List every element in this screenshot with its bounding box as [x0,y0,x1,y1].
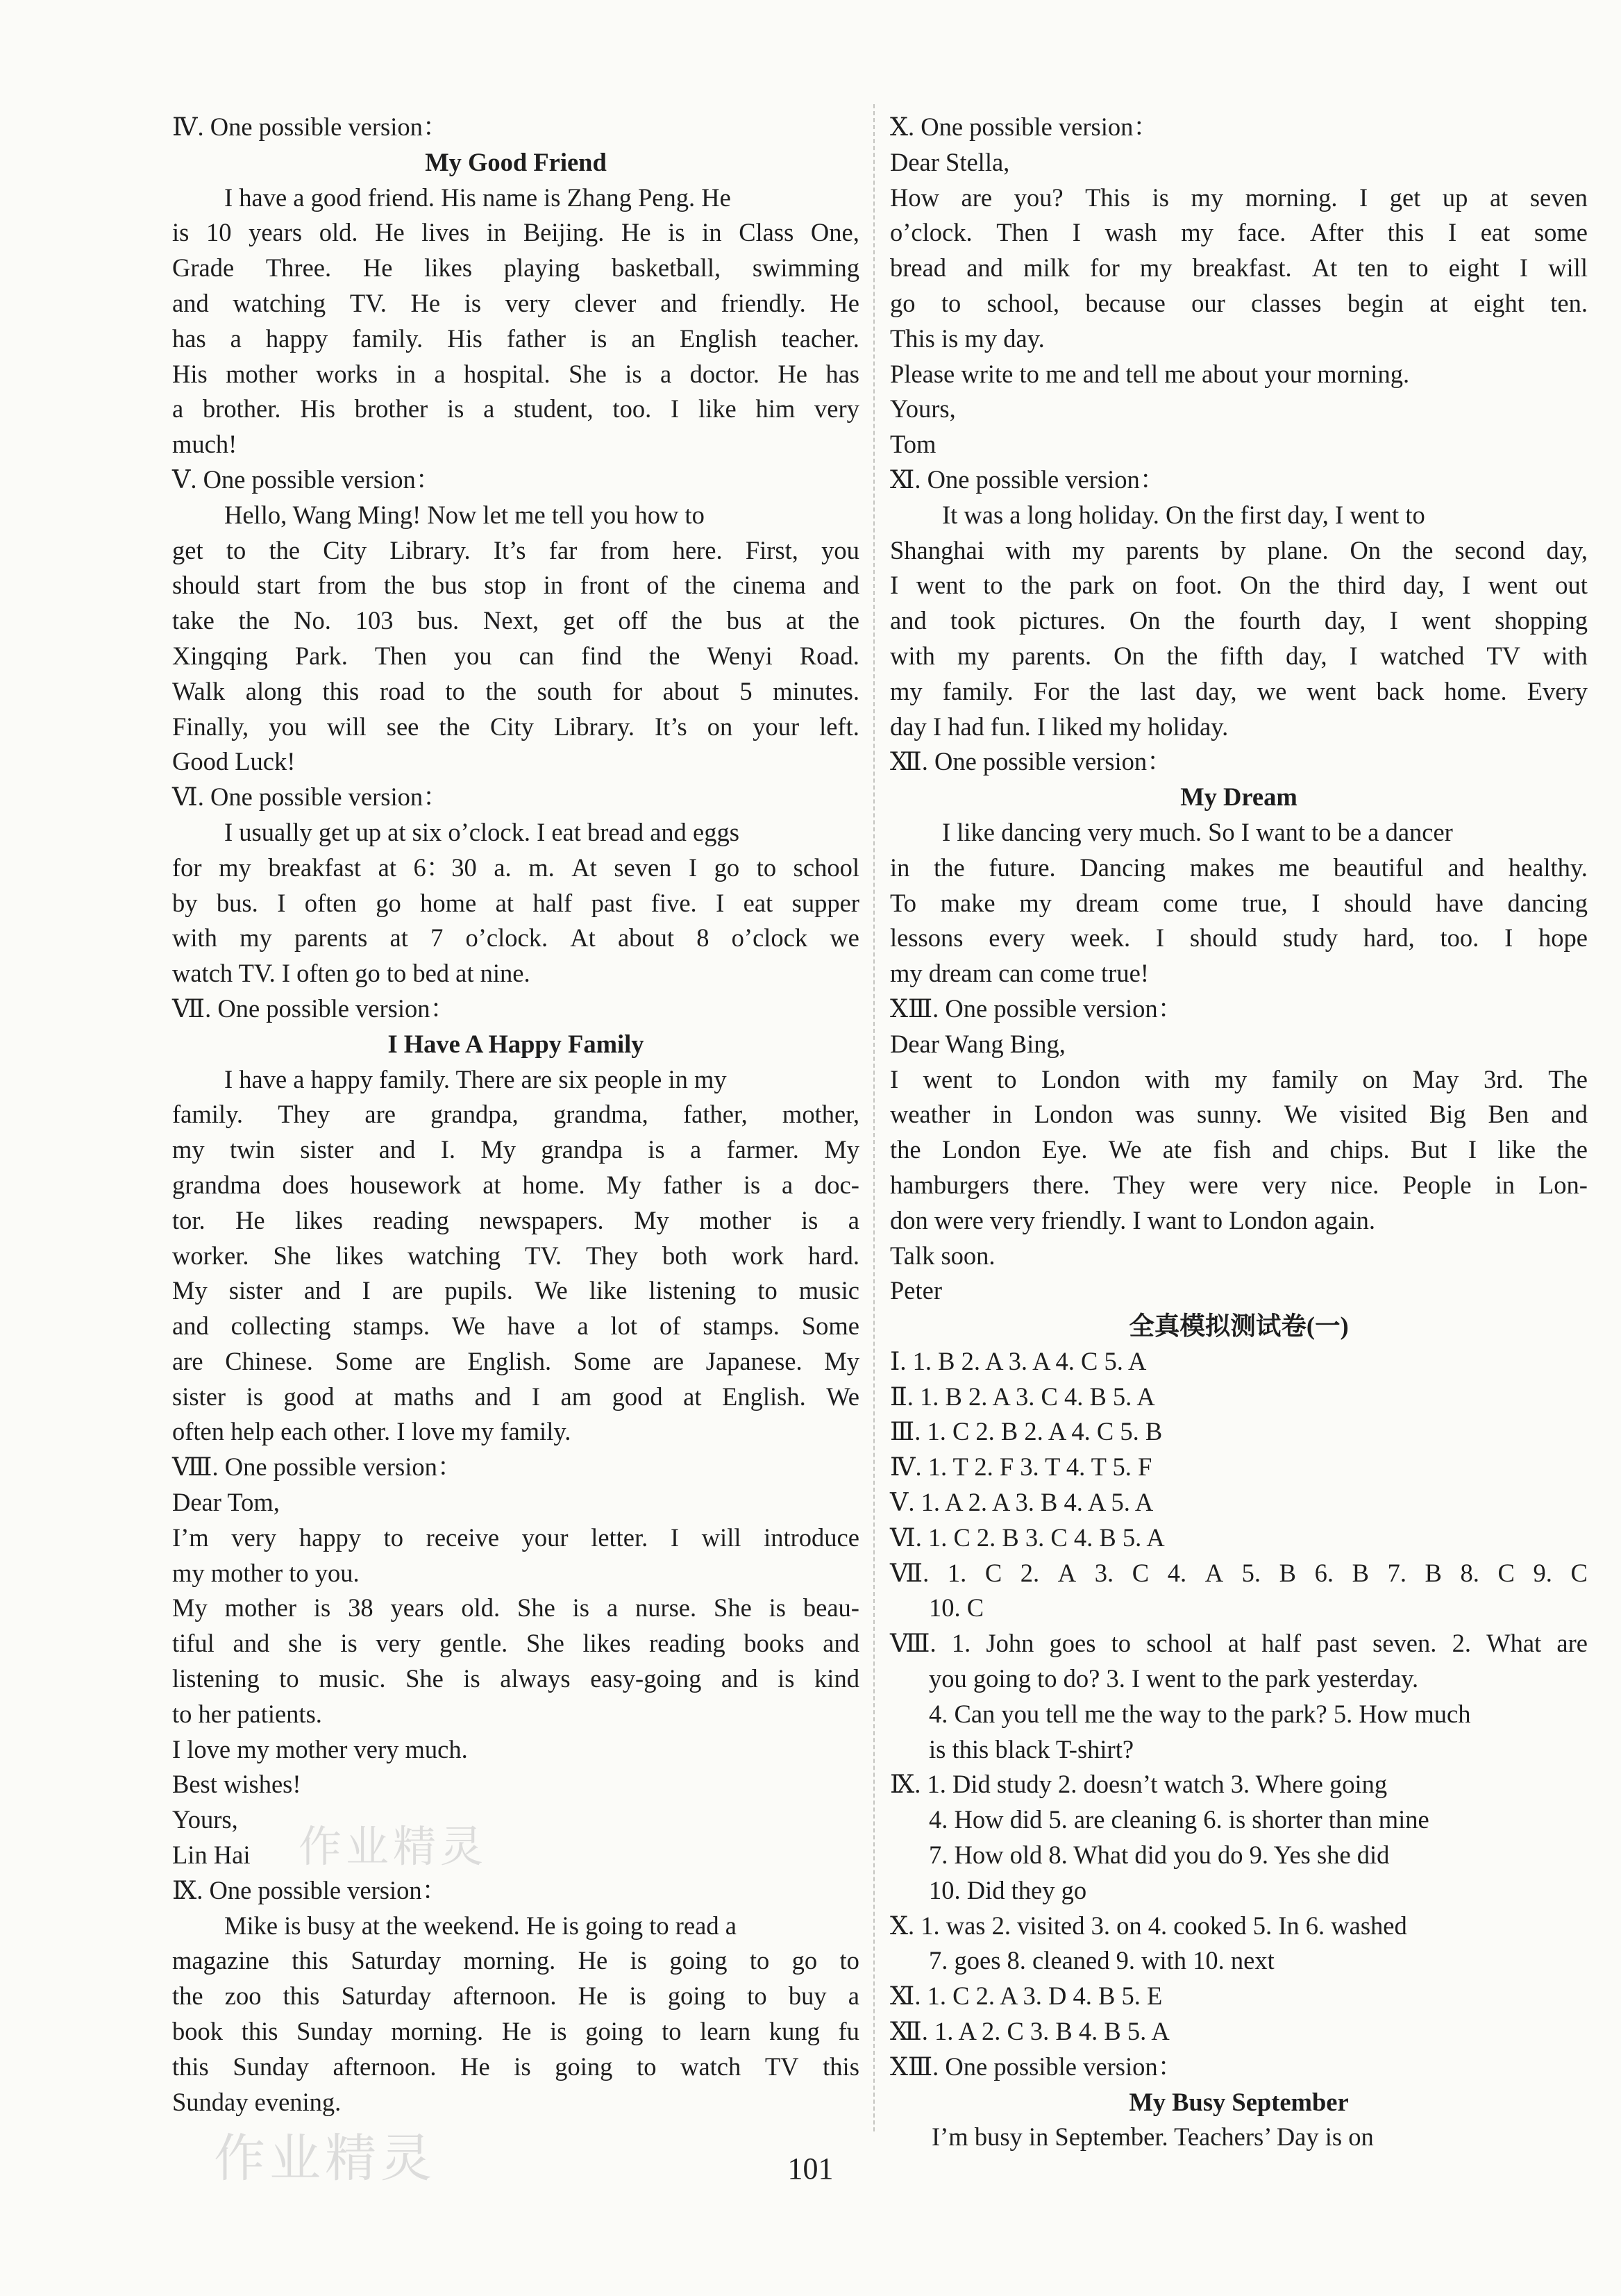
text-line: Yours, [172,1805,238,1834]
text-line: Dear Stella, [890,147,1010,176]
text-line: My Dream [1180,782,1297,812]
text-line: Ⅷ. One possible version： [172,1452,463,1482]
text-line: 全真模拟测试卷(一) [1129,1312,1349,1341]
text-line: to her patients. [172,1699,322,1728]
text-line: ⅩⅢ. One possible version： [890,2052,1184,2081]
text-line: 4. How did 5. are cleaning 6. is shorter than mine [929,1805,1429,1834]
text-line: family. They are grandpa, grandma, father, mother, [172,1100,859,1129]
text-line: ⅩⅢ. One possible version： [890,994,1184,1023]
text-line: To make my dream come true, I should have dancing [890,888,1588,917]
text-line: take the No. 103 bus. Next, get off the bus at the [172,606,859,635]
text-line: Ⅸ. 1. Did study 2. doesn’t watch 3. Where going [890,1770,1388,1799]
text-line: Ⅵ. One possible version： [172,782,448,812]
text-line: 10. Did they go [929,1875,1087,1904]
text-line: Ⅳ. One possible version： [172,112,448,141]
text-line: lessons every week. I should study hard, too. I hope [890,923,1588,953]
text-line: Please write to me and tell me about your morning. [890,359,1410,388]
text-line: 7. goes 8. cleaned 9. with 10. next [929,1946,1275,1975]
text-line: Ⅱ. 1. B 2. A 3. C 4. B 5. A [890,1382,1155,1411]
text-line: Finally, you will see the City Library. It’s on your left. [172,712,859,741]
text-line: Ⅰ. 1. B 2. A 3. A 4. C 5. A [890,1346,1147,1375]
text-line: go to school, because our classes begin at eight ten. [890,288,1588,317]
text-line: the London Eye. We ate fish and chips. But I like the [890,1135,1588,1164]
left-column [172,110,859,2120]
text-line: my mother to you. [172,1558,360,1587]
text-line: has a happy family. His father is an English teacher. [172,324,859,353]
text-line: Ⅶ. One possible version： [172,994,456,1023]
text-line: listening to music. She is always easy-going and is kind [172,1664,859,1693]
text-line: weather in London was sunny. We visited Big Ben and [890,1100,1588,1129]
text-line: My Busy September [1129,2087,1349,2116]
text-line: I went to the park on foot. On the third day, I went out [890,571,1588,600]
text-line: day I had fun. I liked my holiday. [890,712,1229,741]
text-line: this Sunday afternoon. He is going to watch TV this [172,2052,859,2081]
text-line: get to the City Library. It’s far from here. First, you [172,535,859,564]
text-line: I have a happy family. There are six people in my [224,1064,727,1093]
text-line: Grade Three. He likes playing basketball, swimming [172,253,859,283]
text-line: my dream can come true! [890,959,1149,988]
text-line: o’clock. Then I wash my face. After this I eat some [890,218,1588,247]
text-line: book this Sunday morning. He is going to learn kung fu [172,2017,859,2046]
text-line: 4. Can you tell me the way to the park? 5. How much [929,1699,1471,1728]
text-line: Ⅴ. One possible version： [172,464,442,494]
text-line: Ⅲ. 1. C 2. B 2. A 4. C 5. B [890,1417,1163,1446]
text-line: tor. He likes reading newspapers. My mother is a [172,1205,859,1234]
text-line: a brother. His brother is a student, too. I like him very [172,394,859,424]
text-line: worker. She likes watching TV. They both work hard. [172,1241,859,1270]
text-line: Shanghai with my parents by plane. On the second day, [890,535,1588,564]
text-line: Ⅻ. One possible version： [890,747,1173,776]
watermark-logo: 作业精灵 [214,2129,436,2188]
text-line: Ⅴ. 1. A 2. A 3. B 4. A 5. A [890,1488,1154,1517]
text-line: Ⅶ. 1. C 2. A 3. C 4. A 5. B 6. B 7. B 8. C 9. C [890,1558,1588,1587]
text-line: My mother is 38 years old. She is a nurse. She is beau- [172,1593,859,1623]
text-line: How are you? This is my morning. I get up at seven [890,183,1588,212]
text-line: Xingqing Park. Then you can find the Wenyi Road. [172,641,859,670]
text-line: you going to do? 3. I went to the park yesterday. [929,1664,1419,1693]
text-line: I love my mother very much. [172,1734,468,1763]
text-line: often help each other. I love my family. [172,1417,571,1446]
text-line: Lin Hai [172,1841,251,1870]
right-column [890,110,1588,2155]
text-line: tiful and she is very gentle. She likes reading books and [172,1629,859,1658]
text-line: Ⅸ. One possible version： [172,1875,448,1904]
text-line: sister is good at maths and I am good at English. We [172,1382,859,1411]
text-line: 7. How old 8. What did you do 9. Yes she did [929,1841,1390,1870]
text-line: My sister and I are pupils. We like listening to music [172,1276,859,1305]
text-line: is 10 years old. He lives in Beijing. He is in Class One, [172,218,859,247]
text-line: Dear Wang Bing, [890,1029,1066,1058]
text-line: much! [172,430,237,459]
text-line: grandma does housework at home. My father is a doc- [172,1170,859,1199]
text-line: should start from the bus stop in front of the cinema and [172,571,859,600]
text-line: bread and milk for my breakfast. At ten to eight I will [890,253,1588,283]
text-line: and watching TV. He is very clever and friendly. He [172,288,859,317]
watermark-logo-faint: 作业精灵 [299,1821,488,1872]
text-line: Good Luck! [172,747,296,776]
text-line: Peter [890,1276,942,1305]
text-line: I like dancing very much. So I want to be a dancer [942,817,1453,846]
text-line: Ⅻ. 1. A 2. C 3. B 4. B 5. A [890,2017,1170,2046]
text-line: Dear Tom, [172,1488,280,1517]
text-line: by bus. I often go home at half past five. I eat supper [172,888,859,917]
text-line: Walk along this road to the south for about 5 minutes. [172,676,859,705]
text-line: is this black T-shirt? [929,1734,1134,1763]
text-line: the zoo this Saturday afternoon. He is going to buy a [172,1981,859,2011]
text-line: watch TV. I often go to bed at nine. [172,959,530,988]
text-line: This is my day. [890,324,1045,353]
text-line: Mike is busy at the weekend. He is going to read a [224,1911,737,1940]
text-line: my family. For the last day, we went back home. Every [890,676,1588,705]
text-line: for my breakfast at 6：30 a. m. At seven I go to school [172,853,859,882]
text-line: in the future. Dancing makes me beautiful and healthy. [890,853,1588,882]
text-line: are Chinese. Some are English. Some are Japanese. My [172,1346,859,1375]
text-line: I’m very happy to receive your letter. I will introduce [172,1523,859,1552]
text-line: Tom [890,430,937,459]
text-line: and took pictures. On the fourth day, I went shopping [890,606,1588,635]
text-line: Ⅹ. One possible version： [890,112,1159,141]
text-line: Ⅹ. 1. was 2. visited 3. on 4. cooked 5. In 6. washed [890,1911,1407,1940]
text-line: 10. C [929,1593,984,1623]
text-line: I usually get up at six o’clock. I eat bread and eggs [224,817,739,846]
text-line: Sunday evening. [172,2087,342,2116]
text-line: His mother works in a hospital. She is a doctor. He has [172,359,859,388]
text-line: I have a good friend. His name is Zhang Peng. He [224,183,731,212]
text-line: Ⅷ. 1. John goes to school at half past seven. 2. What are [890,1629,1588,1658]
text-line: my twin sister and I. My grandpa is a farmer. My [172,1135,859,1164]
text-line: and collecting stamps. We have a lot of stamps. Some [172,1312,859,1341]
text-line: Ⅳ. 1. T 2. F 3. T 4. T 5. F [890,1452,1152,1482]
text-line: with my parents at 7 o’clock. At about 8 o’clock we [172,923,859,953]
text-line: Ⅺ. One possible version： [890,464,1166,494]
text-line: I Have A Happy Family [387,1029,644,1058]
text-line: hamburgers there. They were very nice. People in Lon- [890,1170,1588,1199]
column-divider [873,104,875,2131]
text-line: Ⅺ. 1. C 2. A 3. D 4. B 5. E [890,1981,1163,2011]
text-line: It was a long holiday. On the first day, I went to [942,500,1425,529]
text-line: Best wishes! [172,1770,301,1799]
text-line: Talk soon. [890,1241,996,1270]
text-line: I went to London with my family on May 3rd. The [890,1064,1588,1093]
text-line: Hello, Wang Ming! Now let me tell you how to [224,500,705,529]
text-line: My Good Friend [425,147,607,176]
text-line: don were very friendly. I want to London again. [890,1205,1376,1234]
text-line: with my parents. On the fifth day, I watched TV with [890,641,1588,670]
text-line: magazine this Saturday morning. He is going to go to [172,1946,859,1975]
text-line: Yours, [890,394,956,424]
page-number: 101 [787,2152,834,2186]
text-line: I’m busy in September. Teachers’ Day is on [932,2122,1374,2152]
text-line: Ⅵ. 1. C 2. B 3. C 4. B 5. A [890,1523,1165,1552]
